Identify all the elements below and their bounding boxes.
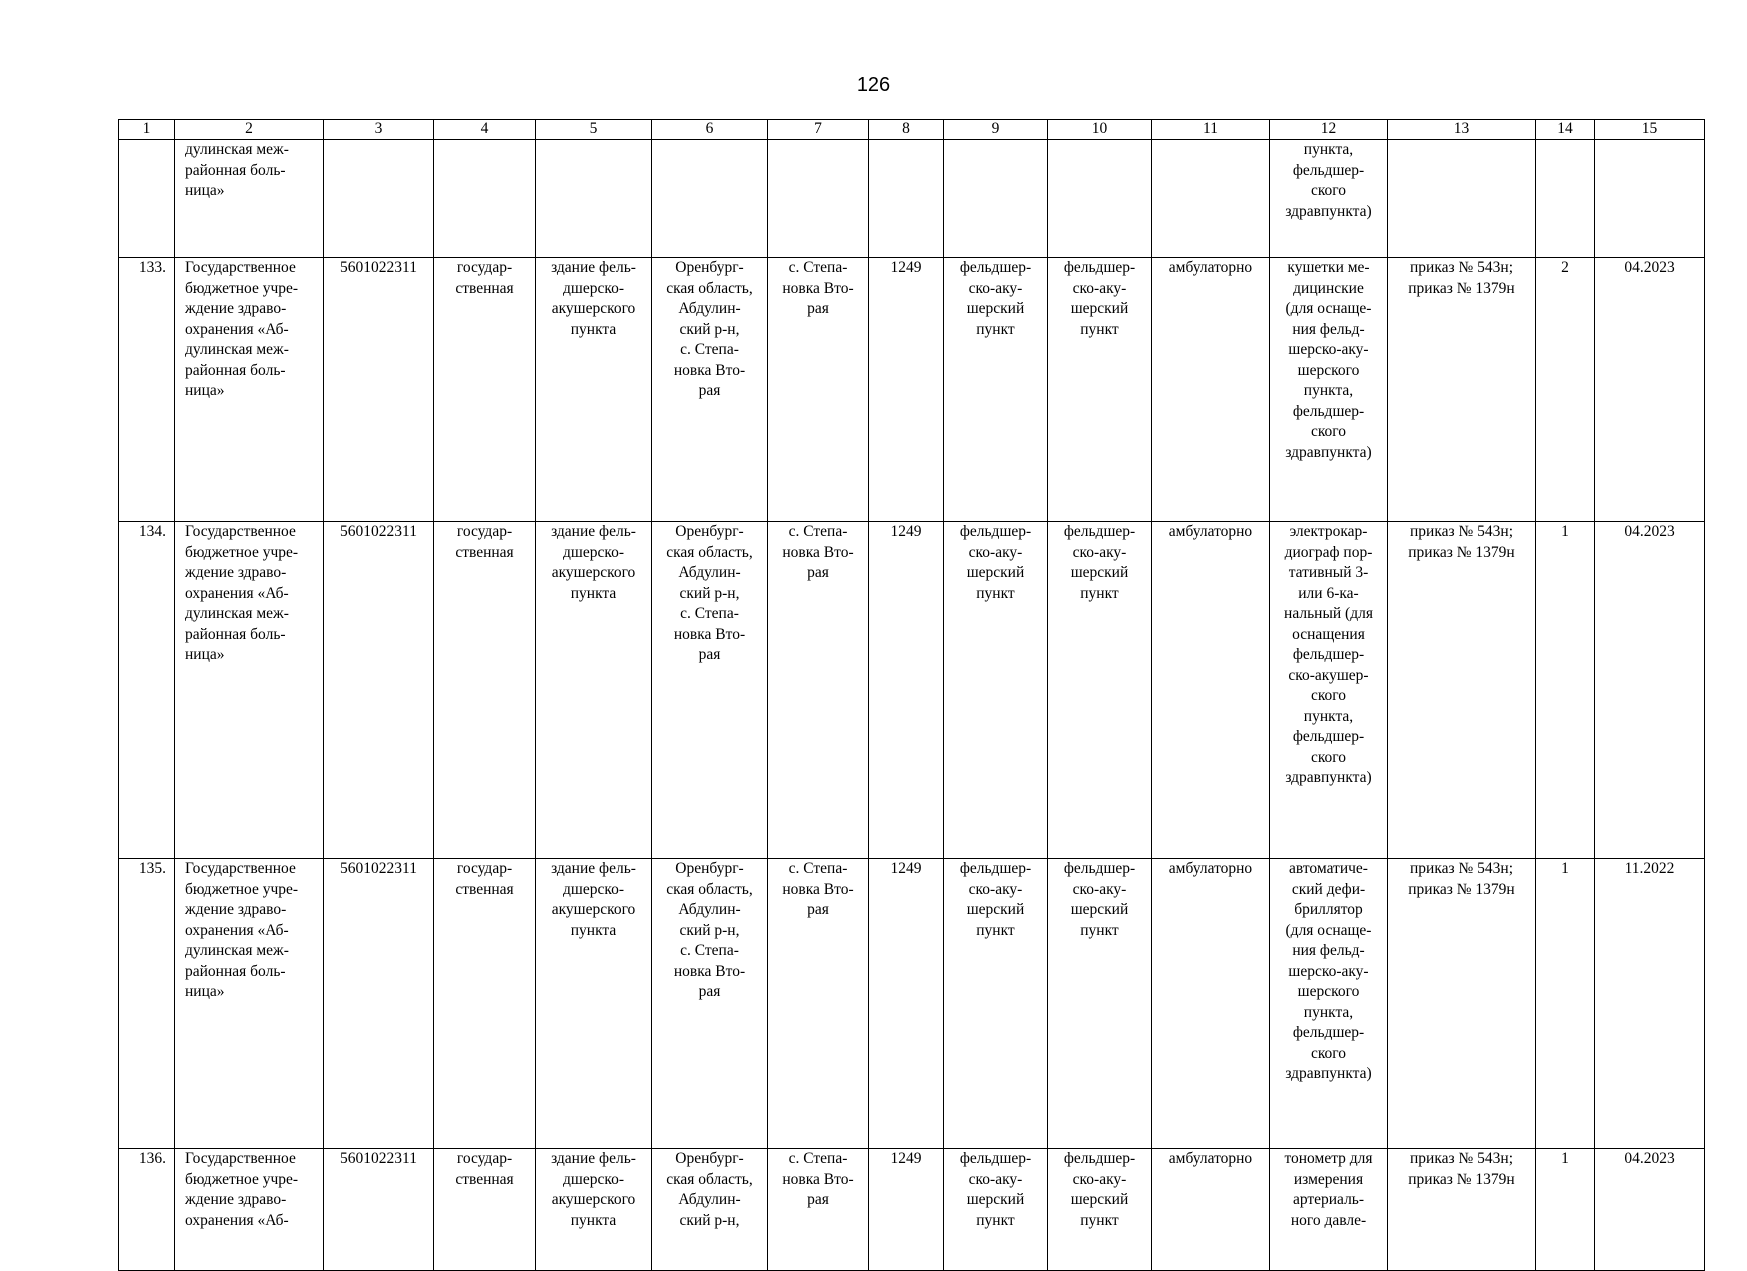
table-cell-col-6: [652, 1149, 768, 1271]
table-cell-col-10: [1048, 522, 1152, 859]
cell-text: государ- ственная: [455, 259, 514, 297]
table-cell-col-2: [175, 1149, 324, 1271]
column-header-15: 15: [1595, 120, 1705, 140]
cell-text: здание фель- дшерско- акушерского пункта: [551, 860, 636, 939]
table-cell-col-9: [944, 859, 1048, 1149]
cell-text: 1: [1561, 523, 1569, 540]
table-cell-col-8: [869, 859, 944, 1149]
table-cell-col-13: [1388, 1149, 1536, 1271]
cell-text: фельдшер- ско-аку- шерский пункт: [1063, 523, 1136, 602]
cell-text: с. Степа- новка Вто- рая: [782, 860, 854, 918]
table-cell-col-15: [1595, 859, 1705, 1149]
table-cell-col-6: [652, 258, 768, 522]
table-cell-col-11: [1152, 258, 1270, 522]
cell-text: пункта, фельдшер- ского здравпункта): [1285, 141, 1372, 220]
table-cell-col-10: [1048, 258, 1152, 522]
cell-text: 5601022311: [340, 259, 417, 276]
cell-text: 1249: [890, 523, 922, 540]
cell-text: государ- ственная: [455, 523, 514, 561]
cell-text: здание фель- дшерско- акушерского пункта: [551, 1150, 636, 1229]
table-cell-col-10: [1048, 859, 1152, 1149]
column-header-3: 3: [324, 120, 434, 140]
table-cell-col-7: [768, 258, 869, 522]
table-cell-col-14: [1536, 1149, 1595, 1271]
table-cell-col-2: [175, 140, 324, 258]
table-cell-col-8: [869, 1149, 944, 1271]
cell-text: 04.2023: [1624, 523, 1675, 540]
table-cell-col-11: [1152, 859, 1270, 1149]
table-cell-col-9: [944, 522, 1048, 859]
table-cell-col-1: [119, 522, 175, 859]
column-header-9: 9: [944, 120, 1048, 140]
table-cell-col-4: [434, 522, 536, 859]
table-row: [119, 522, 1705, 859]
cell-text: 135.: [138, 860, 166, 877]
table-cell-col-6: [652, 140, 768, 258]
table-cell-col-13: [1388, 859, 1536, 1149]
cell-text: 5601022311: [340, 523, 417, 540]
table-cell-col-7: [768, 1149, 869, 1271]
cell-text: 04.2023: [1624, 1150, 1675, 1167]
cell-text: здание фель- дшерско- акушерского пункта: [551, 523, 636, 602]
column-header-2: 2: [175, 120, 324, 140]
table-row: [119, 859, 1705, 1149]
table-cell-col-2: [175, 522, 324, 859]
table-cell-col-3: [324, 522, 434, 859]
cell-text: фельдшер- ско-аку- шерский пункт: [959, 1150, 1032, 1229]
cell-text: 1249: [890, 259, 922, 276]
cell-text: 1249: [890, 1150, 922, 1167]
table-cell-col-15: [1595, 522, 1705, 859]
cell-text: приказ № 543н; приказ № 1379н: [1408, 1150, 1515, 1188]
table-cell-col-10: [1048, 1149, 1152, 1271]
cell-text: приказ № 543н; приказ № 1379н: [1408, 860, 1515, 898]
cell-text: 5601022311: [340, 1150, 417, 1167]
cell-text: амбулаторно: [1168, 1150, 1253, 1167]
table-cell-col-14: [1536, 140, 1595, 258]
table-row: [119, 140, 1705, 258]
table-cell-col-15: [1595, 140, 1705, 258]
table-cell-col-5: [536, 522, 652, 859]
cell-text: фельдшер- ско-аку- шерский пункт: [959, 860, 1032, 939]
cell-text: государ- ственная: [455, 1150, 514, 1188]
table-cell-col-1: [119, 140, 175, 258]
column-header-14: 14: [1536, 120, 1595, 140]
table-cell-col-5: [536, 1149, 652, 1271]
table-cell-col-4: [434, 258, 536, 522]
table-cell-col-1: [119, 258, 175, 522]
cell-text: 134.: [138, 523, 166, 540]
table-cell-col-5: [536, 140, 652, 258]
cell-text: здание фель- дшерско- акушерского пункта: [551, 259, 636, 338]
cell-text: кушетки ме- дицинские (для оснаще- ния фельд- шерско-аку- шерского пункта, фельдшер- ского здравпункта): [1285, 259, 1372, 461]
table-cell-col-7: [768, 522, 869, 859]
cell-text: государ- ственная: [455, 860, 514, 898]
column-header-10: 10: [1048, 120, 1152, 140]
cell-text: фельдшер- ско-аку- шерский пункт: [959, 259, 1032, 338]
cell-text: фельдшер- ско-аку- шерский пункт: [1063, 860, 1136, 939]
table-row: [119, 258, 1705, 522]
table-cell-col-12: [1270, 1149, 1388, 1271]
table-cell-col-3: [324, 140, 434, 258]
table-cell-col-6: [652, 859, 768, 1149]
table-cell-col-12: [1270, 258, 1388, 522]
column-header-11: 11: [1152, 120, 1270, 140]
cell-text: 11.2022: [1624, 860, 1675, 877]
table-cell-col-1: [119, 859, 175, 1149]
table-cell-col-11: [1152, 1149, 1270, 1271]
cell-text: 133.: [138, 259, 166, 276]
table-cell-col-14: [1536, 258, 1595, 522]
table-cell-col-5: [536, 258, 652, 522]
table-cell-col-3: [324, 1149, 434, 1271]
column-header-4: 4: [434, 120, 536, 140]
table-cell-col-10: [1048, 140, 1152, 258]
table-cell-col-13: [1388, 258, 1536, 522]
equipment-table: [118, 119, 1705, 1271]
cell-text: амбулаторно: [1168, 523, 1253, 540]
cell-text: приказ № 543н; приказ № 1379н: [1408, 523, 1515, 561]
column-header-8: 8: [869, 120, 944, 140]
cell-text: фельдшер- ско-аку- шерский пункт: [1063, 259, 1136, 338]
cell-text: с. Степа- новка Вто- рая: [782, 259, 854, 317]
page-number: 126: [856, 74, 891, 96]
cell-text: Государственное бюджетное учре- ждение здраво- охранения «Аб- дулинская меж- районная боль- ница»: [185, 259, 299, 399]
column-header-13: 13: [1388, 120, 1536, 140]
table-cell-col-9: [944, 258, 1048, 522]
column-header-6: 6: [652, 120, 768, 140]
table-cell-col-2: [175, 258, 324, 522]
cell-text: Оренбург- ская область, Абдулин- ский р-н, с. Степа- новка Вто- рая: [666, 860, 753, 1000]
cell-text: Государственное бюджетное учре- ждение здраво- охранения «Аб-: [185, 1150, 299, 1229]
cell-text: 2: [1561, 259, 1569, 276]
table-cell-col-12: [1270, 522, 1388, 859]
column-header-7: 7: [768, 120, 869, 140]
table-cell-col-9: [944, 1149, 1048, 1271]
table-cell-col-11: [1152, 140, 1270, 258]
table-cell-col-3: [324, 859, 434, 1149]
cell-text: автоматиче- ский дефи- бриллятор (для оснаще- ния фельд- шерско-аку- шерского пункта, фельдшер- ского здравпункта): [1285, 860, 1372, 1082]
cell-text: с. Степа- новка Вто- рая: [782, 1150, 854, 1208]
table-cell-col-3: [324, 258, 434, 522]
table-cell-col-4: [434, 859, 536, 1149]
cell-text: Оренбург- ская область, Абдулин- ский р-н,: [666, 1150, 753, 1229]
cell-text: фельдшер- ско-аку- шерский пункт: [1063, 1150, 1136, 1229]
cell-text: фельдшер- ско-аку- шерский пункт: [959, 523, 1032, 602]
cell-text: 1: [1561, 860, 1569, 877]
cell-text: 04.2023: [1624, 259, 1675, 276]
table-cell-col-8: [869, 258, 944, 522]
table-cell-col-7: [768, 859, 869, 1149]
column-header-1: 1: [119, 120, 175, 140]
table-cell-col-15: [1595, 258, 1705, 522]
header-row: [119, 120, 1705, 140]
table-cell-col-4: [434, 140, 536, 258]
cell-text: амбулаторно: [1168, 860, 1253, 877]
table-cell-col-2: [175, 859, 324, 1149]
cell-text: с. Степа- новка Вто- рая: [782, 523, 854, 581]
table-cell-col-1: [119, 1149, 175, 1271]
cell-text: Государственное бюджетное учре- ждение здраво- охранения «Аб- дулинская меж- районная боль- ница»: [185, 523, 299, 663]
cell-text: тонометр для измерения артериаль- ного давле-: [1284, 1150, 1373, 1229]
cell-text: электрокар- диограф пор- тативный 3- или 6-ка- нальный (для оснащения фельдшер- ско-акушер- ского пункта, фельдшер- ского здравпункта): [1284, 523, 1373, 786]
cell-text: 1249: [890, 860, 922, 877]
table-cell-col-5: [536, 859, 652, 1149]
table-cell-col-12: [1270, 140, 1388, 258]
table-cell-col-14: [1536, 522, 1595, 859]
table-cell-col-7: [768, 140, 869, 258]
column-header-12: 12: [1270, 120, 1388, 140]
cell-text: Оренбург- ская область, Абдулин- ский р-н, с. Степа- новка Вто- рая: [666, 523, 753, 663]
cell-text: дулинская меж- районная боль- ница»: [185, 141, 289, 199]
column-header-5: 5: [536, 120, 652, 140]
table-cell-col-15: [1595, 1149, 1705, 1271]
table-cell-col-13: [1388, 522, 1536, 859]
table-cell-col-8: [869, 140, 944, 258]
cell-text: 5601022311: [340, 860, 417, 877]
table-cell-col-13: [1388, 140, 1536, 258]
table-cell-col-11: [1152, 522, 1270, 859]
cell-text: Государственное бюджетное учре- ждение здраво- охранения «Аб- дулинская меж- районная боль- ница»: [185, 860, 299, 1000]
table-cell-col-14: [1536, 859, 1595, 1149]
cell-text: Оренбург- ская область, Абдулин- ский р-н, с. Степа- новка Вто- рая: [666, 259, 753, 399]
table-cell-col-4: [434, 1149, 536, 1271]
table-cell-col-12: [1270, 859, 1388, 1149]
cell-text: амбулаторно: [1168, 259, 1253, 276]
table-cell-col-8: [869, 522, 944, 859]
table-row: [119, 1149, 1705, 1271]
cell-text: приказ № 543н; приказ № 1379н: [1408, 259, 1515, 297]
table-cell-col-9: [944, 140, 1048, 258]
table-cell-col-6: [652, 522, 768, 859]
cell-text: 136.: [138, 1150, 166, 1167]
cell-text: 1: [1561, 1150, 1569, 1167]
